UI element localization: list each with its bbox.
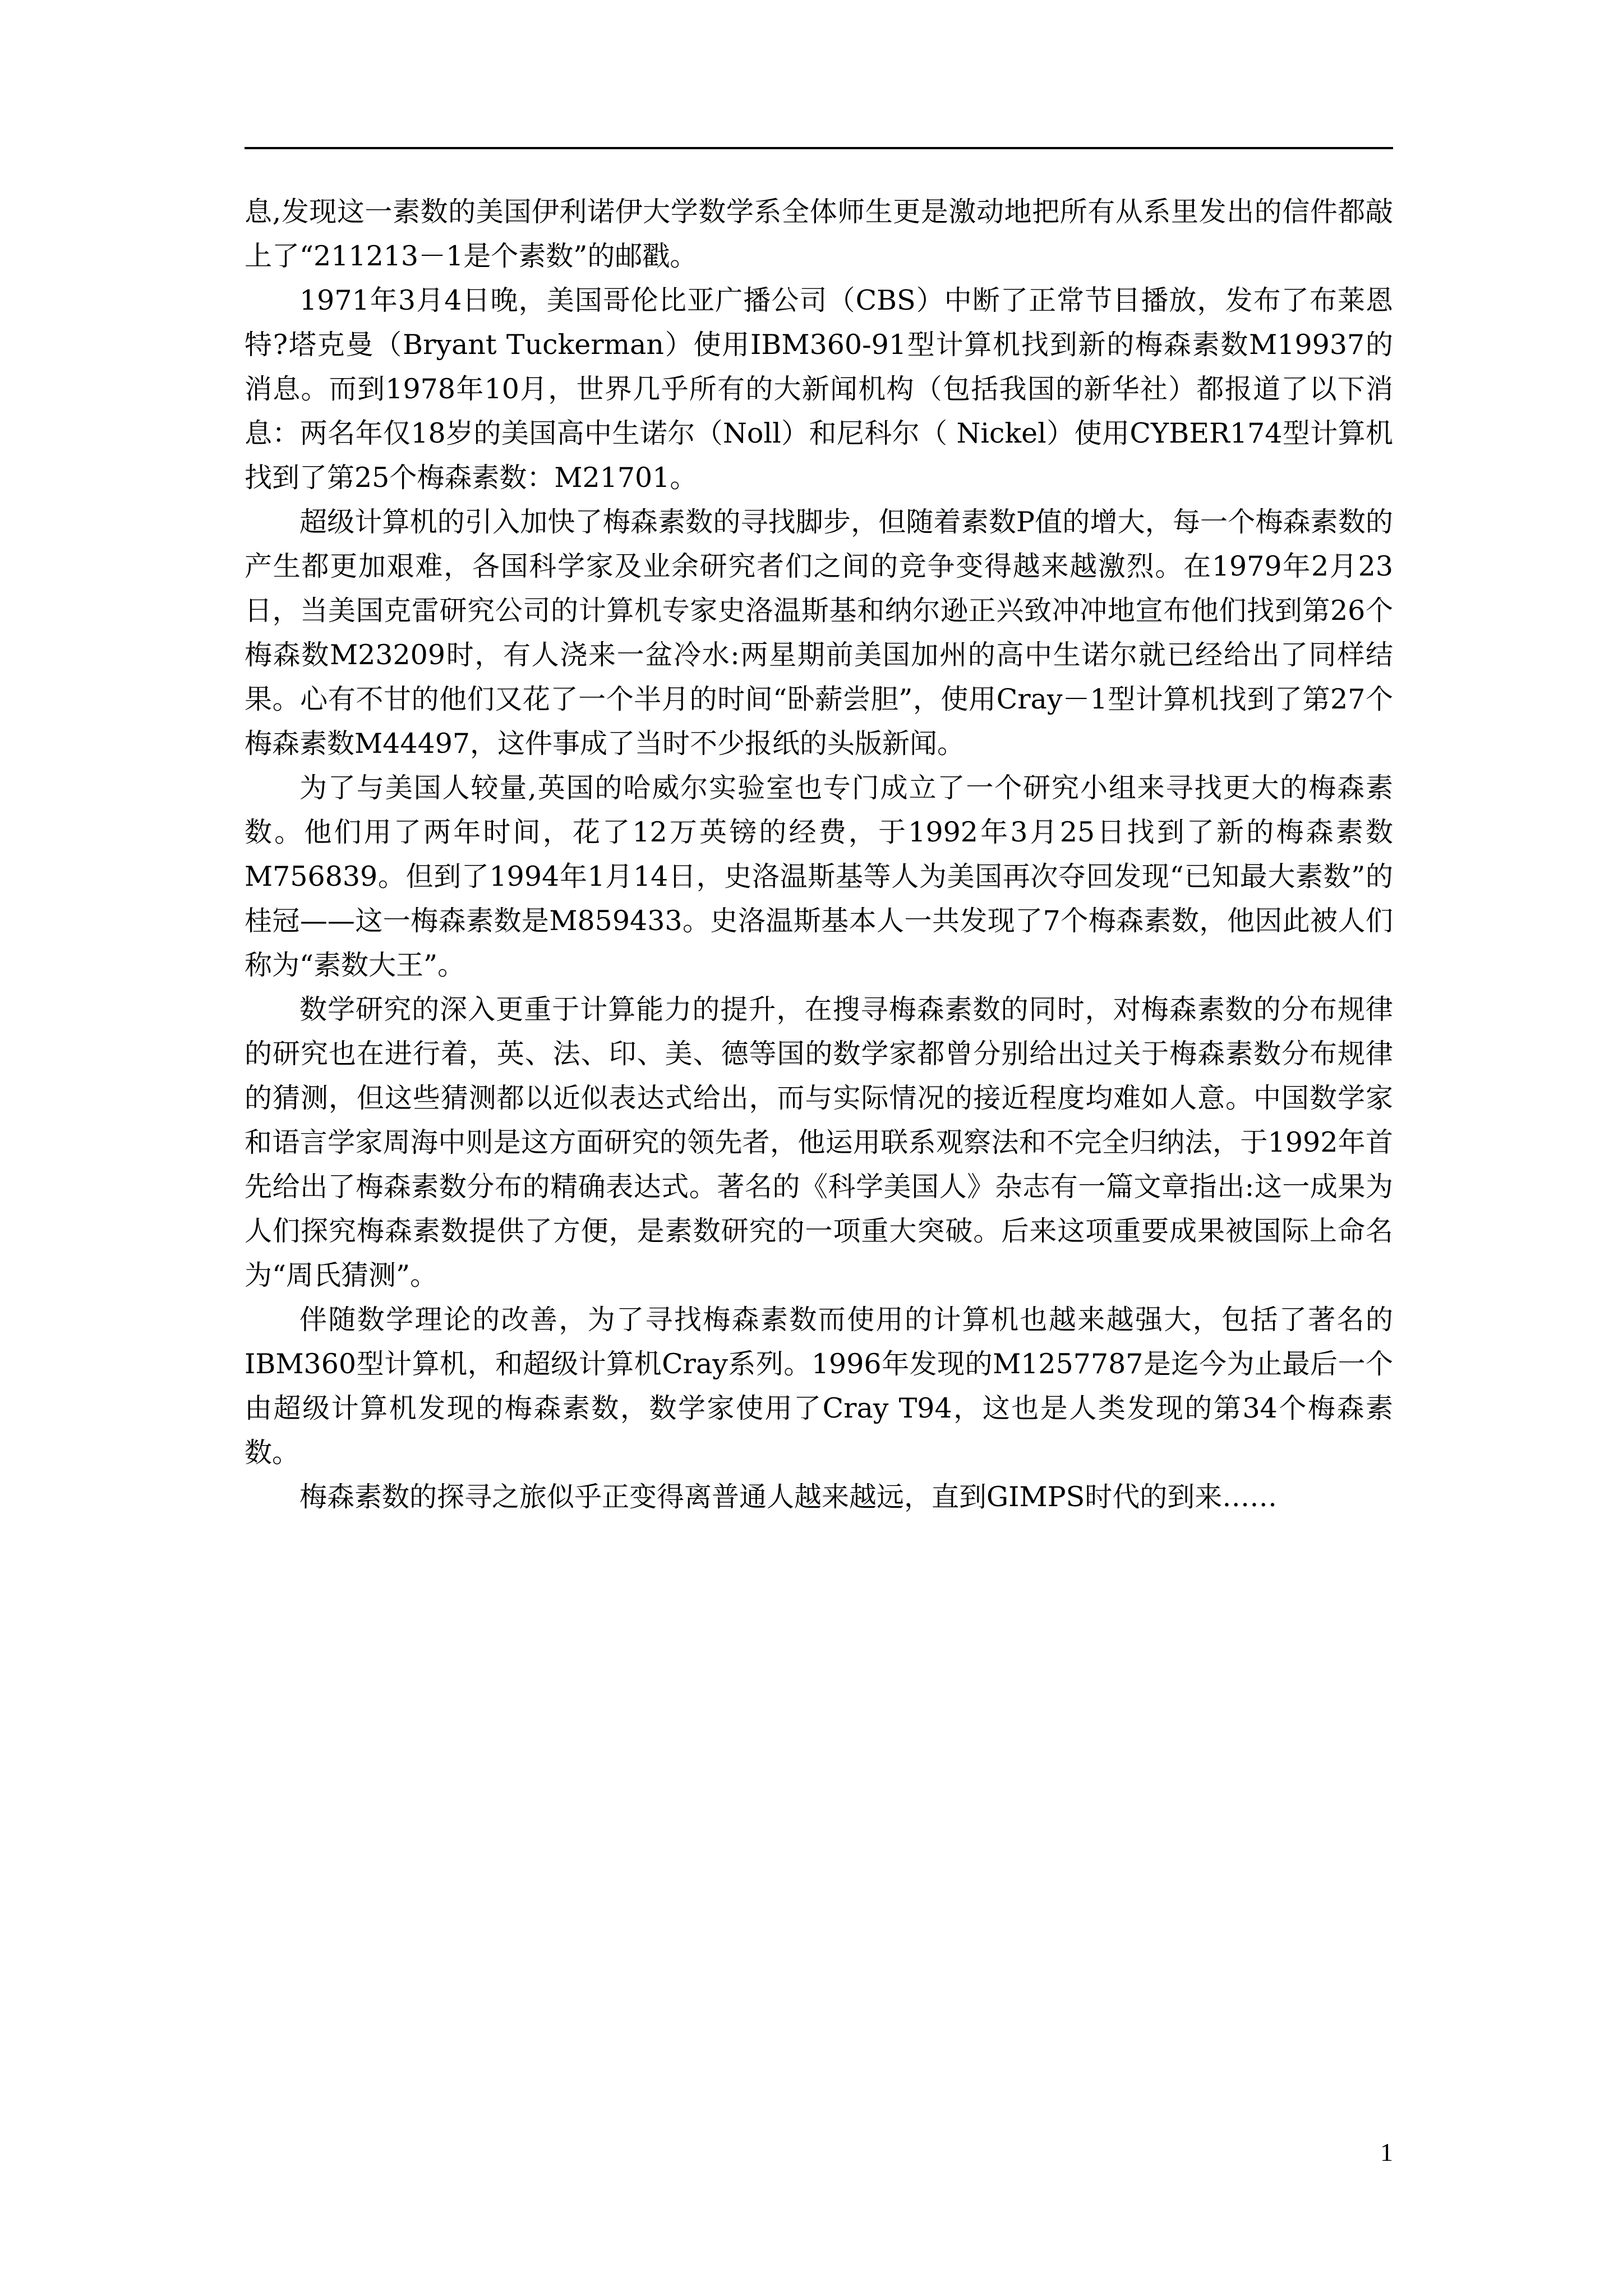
paragraph: 数学研究的深入更重于计算能力的提升，在搜寻梅森素数的同时，对梅森素数的分布规律的研究也在进行着，英、法、印、美、德等国的数学家都曾分别给出过关于梅森素数分布规律的猜测，但这些猜测都以近似表达式给出，而与实际情况的接近程度均难如人意。中国数学家和语言学家周海中则是这方面研究的领先者，他运用联系观察法和不完全归纳法，于1992年首先给出了梅森素数分布的精确表达式。著名的《科学美国人》杂志有一篇文章指出:这一成果为人们探究梅森素数提供了方便，是素数研究的一项重大突破。后来这项重要成果被国际上命名为“周氏猜测”。 <box>245 993 1393 1291</box>
paragraph: 超级计算机的引入加快了梅森素数的寻找脚步，但随着素数P值的增大，每一个梅森素数的产生都更加艰难，各国科学家及业余研究者们之间的竞争变得越来越激烈。在1979年2月23日，当美国克雷研究公司的计算机专家史洛温斯基和纳尔逊正兴致冲冲地宣布他们找到第26个梅森数M23209时，有人浇来一盆冷水:两星期前美国加州的高中生诺尔就已经给出了同样结果。心有不甘的他们又花了一个半月的时间“卧薪尝胆”，使用Cray－1型计算机找到了第27个梅森素数M44497，这件事成了当时不少报纸的头版新闻。 <box>245 506 1393 760</box>
paragraph: 梅森素数的探寻之旅似乎正变得离普通人越来越远，直到GIMPS时代的到来…… <box>299 1481 1278 1513</box>
header-rule <box>245 147 1393 149</box>
paragraph-continued: 息,发现这一素数的美国伊利诺伊大学数学系全体师生更是激动地把所有从系里发出的信件都敲上了“211213－1是个素数”的邮戳。 <box>245 196 1393 272</box>
paragraph: 伴随数学理论的改善，为了寻找梅森素数而使用的计算机也越来越强大，包括了著名的IBM360型计算机，和超级计算机Cray系列。1996年发现的M1257787是迄今为止最后一个由超级计算机发现的梅森素数，数学家使用了Cray T94，这也是人类发现的第34个梅森素数。 <box>245 1304 1393 1469</box>
body-text <box>245 190 1393 1519</box>
paragraph: 为了与美国人较量,英国的哈威尔实验室也专门成立了一个研究小组来寻找更大的梅森素数。他们用了两年时间，花了12万英镑的经费，于1992年3月25日找到了新的梅森素数M756839。但到了1994年1月14日，史洛温斯基等人为美国再次夺回发现“已知最大素数”的桂冠——这一梅森素数是M859433。史洛温斯基本人一共发现了7个梅森素数，他因此被人们称为“素数大王”。 <box>245 772 1393 981</box>
page-number: 1 <box>1380 2138 1393 2166</box>
paragraph: 1971年3月4日晚，美国哥伦比亚广播公司（CBS）中断了正常节目播放，发布了布莱恩特?塔克曼（Bryant Tuckerman）使用IBM360-91型计算机找到新的梅森素数M19937的消息。而到1978年10月，世界几乎所有的大新闻机构（包括我国的新华社）都报道了以下消息：两名年仅18岁的美国高中生诺尔（Noll）和尼科尔（ Nickel）使用CYBER174型计算机找到了第25个梅森素数：M21701。 <box>245 284 1393 494</box>
